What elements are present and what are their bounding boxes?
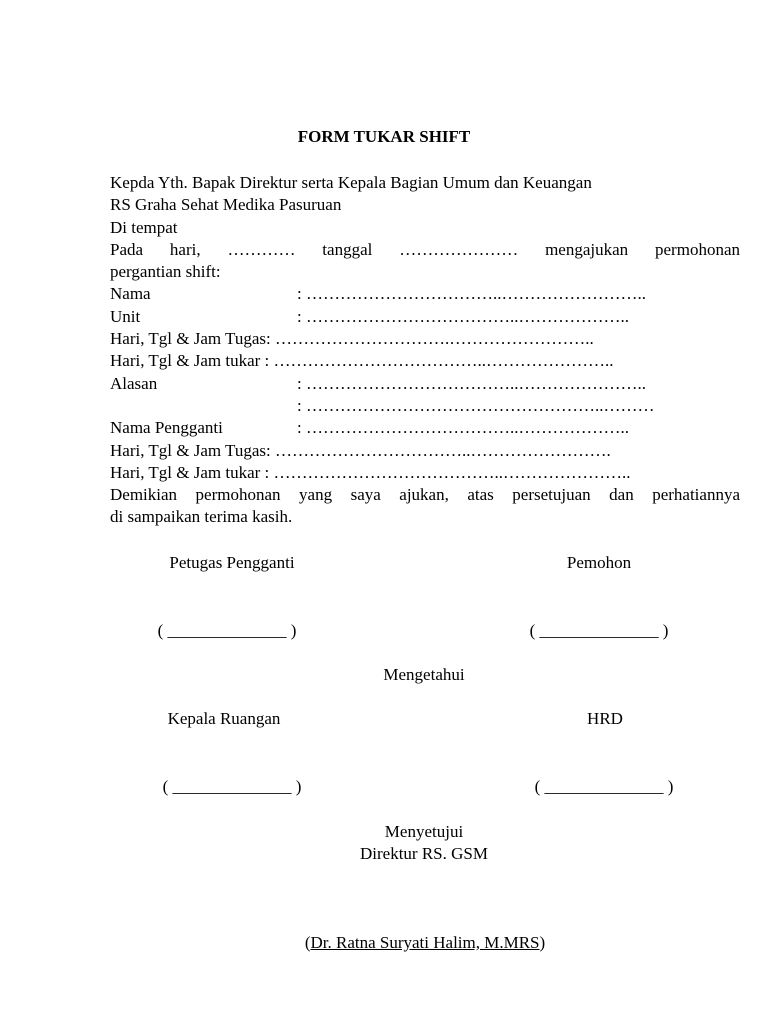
menyetujui-label: Menyetujui [384, 822, 464, 841]
field-pengganti-jam-tukar [110, 462, 740, 484]
closing-line-2: di sampaikan terima kasih. [110, 507, 293, 527]
signatory-label-pemohon: Pemohon [566, 553, 632, 572]
signature-blank-petugas: ( ______________ ) [157, 621, 297, 640]
intro-line-2: pergantian shift: [110, 262, 221, 282]
field-blank: …………………………………..………………….. [269, 462, 631, 482]
intro-line: Pada hari, ………… tanggal ………………… mengajukan permohonan [110, 239, 740, 259]
closing-line: Demikian permohonan yang saya ajukan, atas persetujuan dan perhatiannya [110, 485, 740, 505]
signature-blank-pemohon: ( ______________ ) [529, 621, 669, 640]
signature-blank-hrd: ( ______________ ) [534, 777, 674, 796]
field-blank: : ………………………………..……………….. [297, 306, 629, 326]
director-title: Direktur RS. GSM [360, 844, 488, 863]
recipient-line: Kepda Yth. Bapak Direktur serta Kepala Bagian Umum dan Keuangan [110, 173, 592, 192]
field-nama-pengganti [110, 417, 740, 439]
field-alasan [110, 373, 740, 395]
field-alasan-continued [110, 395, 740, 417]
field-jam-tugas [110, 328, 740, 350]
field-label: Hari, Tgl & Jam tukar : [110, 462, 270, 482]
form-title: FORM TUKAR SHIFT [297, 127, 471, 146]
hospital-name-line: RS Graha Sehat Medika Pasuruan [110, 195, 342, 215]
field-blank: ……………………………..……………………. [270, 440, 611, 460]
field-label: Alasan [110, 373, 158, 393]
field-blank: : ……………………………..…………………….. [297, 284, 646, 304]
mengetahui-label: Mengetahui [383, 665, 465, 684]
director-name-text: Dr. Ratna Suryati Halim, M.MRS [310, 933, 540, 952]
signatory-label-hrd: HRD [587, 709, 623, 728]
field-label: Hari, Tgl & Jam Tugas: [110, 440, 271, 460]
field-label: Unit [110, 306, 141, 326]
field-blank: ………………………….…………………….. [270, 329, 594, 349]
signatory-label-kepala-ruangan: Kepala Ruangan [167, 709, 281, 728]
signatory-label-petugas: Petugas Pengganti [169, 553, 295, 572]
field-blank: : ………………………………..……………….. [297, 418, 629, 438]
signature-blank-kepala-ruangan: ( ______________ ) [162, 777, 302, 796]
field-pengganti-jam-tugas [110, 440, 740, 462]
form-body [110, 172, 740, 529]
field-nama [110, 283, 740, 305]
field-label: Hari, Tgl & Jam tukar : [110, 351, 270, 371]
field-label: Nama Pengganti [110, 418, 223, 438]
field-unit [110, 306, 740, 328]
field-jam-tukar [110, 350, 740, 372]
field-label: Hari, Tgl & Jam Tugas: [110, 329, 271, 349]
paren-close: ) [539, 933, 546, 952]
field-blank: : ……………………………………………..……… [297, 395, 655, 415]
paren-open: ( [304, 933, 311, 952]
director-name [280, 932, 570, 954]
field-label: Nama [110, 284, 151, 304]
location-line: Di tempat [110, 217, 178, 237]
field-blank: : ………………………………..………………….. [297, 373, 646, 393]
field-blank: ………………………………..………………….. [269, 351, 614, 371]
